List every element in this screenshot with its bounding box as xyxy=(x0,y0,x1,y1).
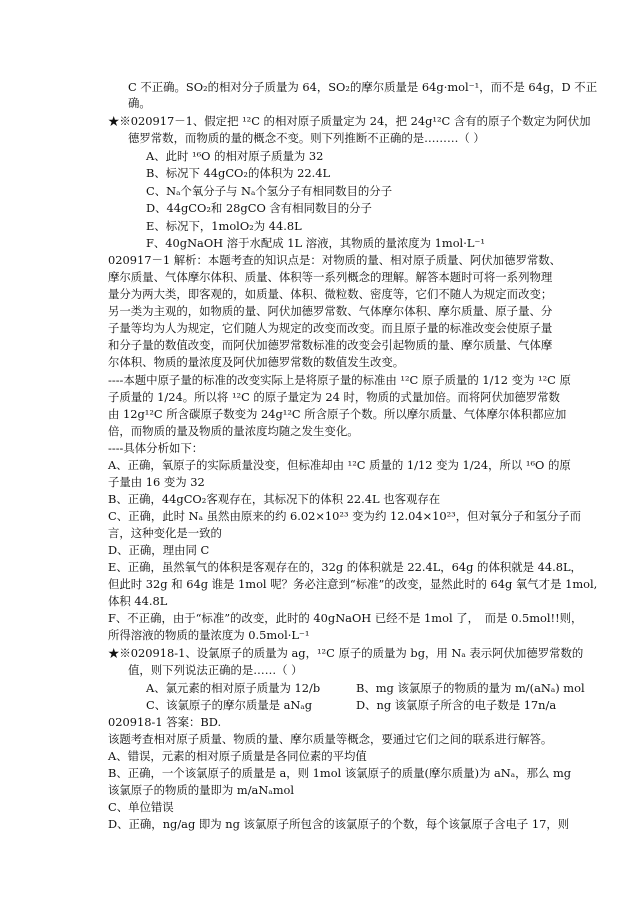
option-line: D、44gCO₂和 28gCO 含有相同数目的分子 xyxy=(146,201,372,215)
analysis-line: 言，这种变化是一致的 xyxy=(108,526,222,540)
answer-line: 020918-1 答案：BD. xyxy=(108,715,222,729)
analysis-line: 倍，而物质的量及物质的量浓度均随之发生变化。 xyxy=(108,424,359,438)
option-line: A、氯元素的相对原子质量为 12/b xyxy=(146,681,321,695)
option-line: C、Nₐ个氧分子与 Nₐ个氢分子有相同数目的分子 xyxy=(146,184,393,198)
analysis-line: 摩尔质量、气体摩尔体积、质量、体积等一系列概念的理解。解答本题时可将一系列物理 xyxy=(108,270,553,284)
analysis-line: ----本题中原子量的标准的改变实际上是将原子量的标准由 ¹²C 原子质量的 1/12 变为 ¹²C 原 xyxy=(108,373,571,387)
analysis-line: 和分子量的数值改变，而阿伏加德罗常数标准的改变会引起物质的量、摩尔质量、气体摩 xyxy=(108,338,553,352)
option-line: B、标况下 44gCO₂的体积为 22.4L xyxy=(146,166,331,180)
analysis-line: ----具体分析如下： xyxy=(108,441,204,455)
analysis-line: B、正确，44gCO₂客观存在，其标况下的体积 22.4L 也客观存在 xyxy=(108,492,441,506)
question-line: 德罗常数，而物质的量的概念不变。则下列推断不正确的是………（ ） xyxy=(128,131,485,145)
option-line: E、标况下，1molO₂为 44.8L xyxy=(146,219,302,233)
question-line: ★※020918-1、设氯原子的质量为 ag，¹²C 原子的质量为 bg，用 Nₐ 表示阿伏加德罗常数的 xyxy=(108,646,584,660)
option-line: B、mg 该氯原子的物质的量为 m/(aNₐ) mol xyxy=(356,681,585,695)
analysis-line: E、正确，虽然氧气的体积是客观存在的，32g 的体积就是 22.4L，64g 的体积就是 44.8L， xyxy=(108,560,582,574)
question-line: ★※020917－1、假定把 ¹²C 的相对原子质量定为 24，把 24g¹²C 含有的原子个数定为阿伏加 xyxy=(108,114,591,128)
analysis-line: 子质量的 1/24。所以将 ¹²C 的原子量定为 24 时，物质的式量加倍。而将阿伏加德罗常数 xyxy=(108,390,560,404)
explanation-line: B、正确，一个该氯原子的质量是 a，则 1mol 该氯原子的质量(摩尔质量)为 aNₐ，那么 mg xyxy=(108,766,572,780)
explanation-line: 该氯原子的物质的量即为 m/aNₐmol xyxy=(108,783,295,797)
analysis-line: 量分为两大类，即客观的，如质量、体积、微粒数、密度等，它们不随人为规定而改变； xyxy=(108,287,553,301)
explanation-line: A、错误，元素的相对原子质量是各同位素的平均值 xyxy=(108,749,367,763)
question-line: 值，则下列说法正确的是……（ ） xyxy=(128,663,303,677)
analysis-line: A、正确，氧原子的实际质量没变，但标准却由 ¹²C 质量的 1/12 变为 1/24，所以 ¹⁶O 的原 xyxy=(108,458,571,472)
analysis-line: F、不正确，由于“标准”的改变，此时的 40gNaOH 已经不是 1mol 了， 而是 0.5mol!!则， xyxy=(108,611,583,625)
analysis-line: 子量由 16 变为 32 xyxy=(108,475,205,489)
analysis-line: 所得溶液的物质的量浓度为 0.5mol·L⁻¹ xyxy=(108,628,310,642)
analysis-line: 020917－1 解析：本题考查的知识点是：对物质的量、相对原子质量、阿伏加德罗常数、 xyxy=(108,253,562,267)
analysis-line: 另一类为主观的，如物质的量、阿伏加德罗常数、气体摩尔体积、摩尔质量、原子量、分 xyxy=(108,304,553,318)
option-line: F、40gNaOH 溶于水配成 1L 溶液，其物质的量浓度为 1mol·L⁻¹ xyxy=(146,236,485,250)
text-line: C 不正确。SO₂的相对分子质量为 64，SO₂的摩尔质量是 64g·mol⁻¹，而不是 64g，D 不正 xyxy=(128,80,598,94)
analysis-line: 体积 44.8L xyxy=(108,594,168,608)
analysis-line: 但此时 32g 和 64g 谁是 1mol 呢？务必注意到“标准”的改变，显然此时的 64g 氧气才是 1mol, xyxy=(108,577,598,591)
analysis-line: C、正确，此时 Nₐ 虽然由原来的约 6.02×10²³ 变为约 12.04×10²³，但对氧分子和氢分子而 xyxy=(108,509,582,523)
analysis-line: D、正确，理由同 C xyxy=(108,543,210,557)
explanation-line: 该题考查相对原子质量、物质的量、摩尔质量等概念，要通过它们之间的联系进行解答。 xyxy=(108,732,553,746)
text-line: 确。 xyxy=(128,96,151,110)
option-line: A、此时 ¹⁶O 的相对原子质量为 32 xyxy=(146,149,324,163)
option-line: C、该氯原子的摩尔质量是 aNₐg xyxy=(146,698,313,712)
analysis-line: 子量等均为人为规定，它们随人为规定的改变而改变。而且原子量的标准改变会使原子量 xyxy=(108,321,553,335)
explanation-line: C、单位错误 xyxy=(108,800,174,814)
option-line: D、ng 该氯原子所含的电子数是 17n/a xyxy=(356,698,557,712)
explanation-line: D、正确，ng/ag 即为 ng 该氯原子所包含的该氯原子的个数，每个该氯原子含电子 17，则 xyxy=(108,817,570,831)
analysis-line: 由 12g¹²C 所含碳原子数变为 24g¹²C 所含原子个数。所以摩尔质量、气体摩尔体积都应加 xyxy=(108,407,567,421)
analysis-line: 尔体积、物质的量浓度及阿伏加德罗常数的数值发生改变。 xyxy=(108,355,405,369)
